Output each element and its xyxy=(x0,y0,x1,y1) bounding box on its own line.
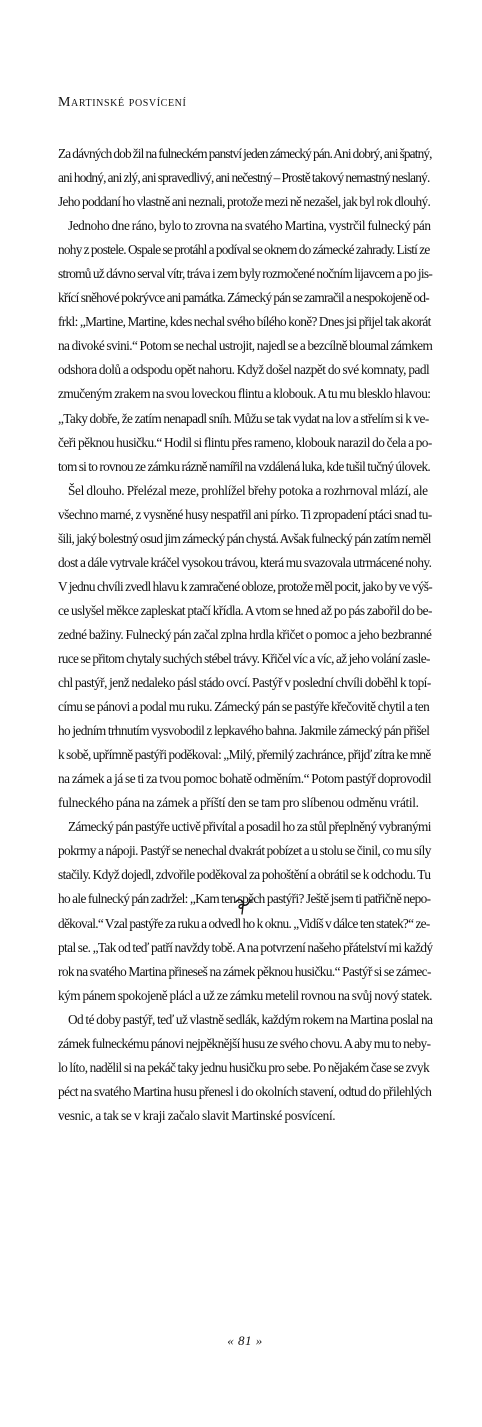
text-line: stromů už dávno serval vítr, tráva i zem byly rozmočené nočním lijavcem a po jis- xyxy=(58,266,433,282)
text-line: Šel dlouho. Přelézal meze, prohlížel břehy potoka a rozhrnoval mlází, ale xyxy=(68,482,428,498)
text-line: Zámecký pán pastýře uctivě přivítal a posadil ho za stůl přeplněný vybranými xyxy=(68,819,431,835)
text-line: všechno marné, z vysněné husy nespatřil ani pírko. Ti zpropadení ptáci snad tu- xyxy=(58,506,432,522)
text-line: děkoval.“ Vzal pastýře za ruku a odvedl ho k oknu. „Vidíš v dálce ten statek?“ ze- xyxy=(58,915,430,931)
text-line: zámek fulneckému pánovi nejpěknější husu ze svého chovu. A aby mu to neby- xyxy=(58,1035,431,1051)
text-line: péct na svatého Martina husu přenesl i do okolních stavení, odtud do přilehlých xyxy=(58,1083,432,1099)
text-line: ho ale fulnecký pán zadržel: „Kam ten spěch pastýři? Ještě jsem ti patřičně nepo- xyxy=(58,891,431,907)
text-line: ce uslyšel měkce zapleskat ptačí křídla. A vtom se hned až po pás zabořil do be- xyxy=(58,602,432,618)
text-line: zedné bažiny. Fulnecký pán začal zplna hrdla křičet o pomoc a jeho bezbranné xyxy=(58,626,432,642)
text-line: ani hodný, ani zlý, ani spravedlivý, ani nečestný – Prostě takový nemastný neslaný. xyxy=(58,170,430,186)
text-line: ruce se přitom chytaly suchých stébel trávy. Křičel víc a víc, až jeho volání zasle- xyxy=(58,650,430,666)
text-line: stačily. Když dojedl, zdvořile poděkoval za pohoštění a obrátil se k odchodu. Tu xyxy=(58,867,431,883)
text-line: dost a dále vytrvale kráčel vysokou trávou, která mu svazovala utrmácené nohy. xyxy=(58,554,432,570)
text-line: frkl: „Martine, Martine, kdes nechal svého bílého koně? Dnes jsi přijel tak akorát xyxy=(58,314,431,330)
text-line: na zámek a já se ti za tvou pomoc bohatě odměním.“ Potom pastýř doprovodil xyxy=(58,771,432,787)
text-line: Za dávných dob žil na fulneckém panství jeden zámecký pán. Ani dobrý, ani špatný, xyxy=(58,146,432,161)
text-line: vesnic, a tak se v kraji začalo slavit Martinské posvícení. xyxy=(58,1107,336,1123)
text-line: kým pánem spokojeně plácl a už ze zámku metelil rovnou na svůj nový statek. xyxy=(58,987,432,1003)
story-text xyxy=(58,142,432,1128)
fleuron-icon xyxy=(232,893,256,917)
text-line: „Taky dobře, že zatím nenapadl sníh. Můžu se tak vydat na lov a střelím si k ve- xyxy=(58,410,429,426)
text-line: nohy z postele. Ospale se protáhl a podíval se oknem do zámecké zahrady. Listí ze xyxy=(58,242,430,258)
text-line: Jednoho dne ráno, bylo to zrovna na svatého Martina, vystrčil fulnecký pán xyxy=(68,218,431,234)
text-line: rok na svatého Martina přineseš na zámek pěknou husičku.“ Pastýř si se zámec- xyxy=(58,963,431,979)
text-line: pokrmy a nápoji. Pastýř se nenechal dvakrát pobízet a u stolu se činil, co mu síly xyxy=(58,843,431,859)
text-line: V jednu chvíli zvedl hlavu k zamračené obloze, protože měl pocit, jako by ve výš- xyxy=(58,578,432,594)
page-number: « 81 » xyxy=(227,1333,263,1348)
book-page xyxy=(58,0,432,1427)
text-line: křící sněhové pokrývce ani památka. Zámecký pán se zamračil a nespokojeně od- xyxy=(58,290,429,306)
text-line: na divoké svini.“ Potom se nechal ustrojit, najedl se a bezcílně bloumal zámkem xyxy=(58,338,433,354)
text-line: Jeho poddaní ho vlastně ani neznali, protože mezi ně nezašel, jak byl rok dlouhý. xyxy=(58,194,431,210)
text-line: címu se pánovi a podal mu ruku. Zámecký pán se pastýře křečovitě chytil a ten xyxy=(58,699,430,715)
text-line: zmučeným zrakem na svou loveckou flintu a klobouk. A tu mu blesklo hlavou: xyxy=(58,386,431,402)
text-line: čeři pěknou husičku.“ Hodil si flintu přes rameno, klobouk narazil do čela a po- xyxy=(58,434,432,450)
text-line: lo líto, nadělil si na pekáč taky jednu husičku pro sebe. Po nějakém čase se zvyk xyxy=(58,1059,430,1075)
text-line: odshora dolů a odspodu opět nahoru. Když došel nazpět do své komnaty, padl xyxy=(58,362,430,378)
chapter-title: Martinské posvícení xyxy=(58,95,187,110)
text-line: Od té doby pastýř, teď už vlastně sedlák, každým rokem na Martina poslal na xyxy=(68,1011,433,1027)
text-line: chl pastýř, jenž nedaleko pásl stádo ovcí. Pastýř v poslední chvíli doběhl k topí- xyxy=(58,675,431,691)
text-line: ptal se. „Tak od teď patří navždy tobě. A na potvrzení našeho přátelství mi každý xyxy=(58,939,433,955)
text-line: tom si to rovnou ze zámku rázně namířil na vzdálená luka, kde tušil tučný úlovek. xyxy=(58,458,431,474)
text-line: šili, jaký bolestný osud jim zámecký pán chystá. Avšak fulnecký pán zatím neměl xyxy=(58,530,431,546)
text-line: k sobě, upřímně pastýři poděkoval: „Milý, přemilý zachránce, přijď zítra ke mně xyxy=(58,747,431,763)
text-line: fulneckého pána na zámek a příští den se tam pro slíbenou odměnu vrátil. xyxy=(58,795,419,811)
text-line: ho jedním trhnutím vysvobodil z lepkavého bahna. Jakmile zámecký pán přišel xyxy=(58,723,430,739)
